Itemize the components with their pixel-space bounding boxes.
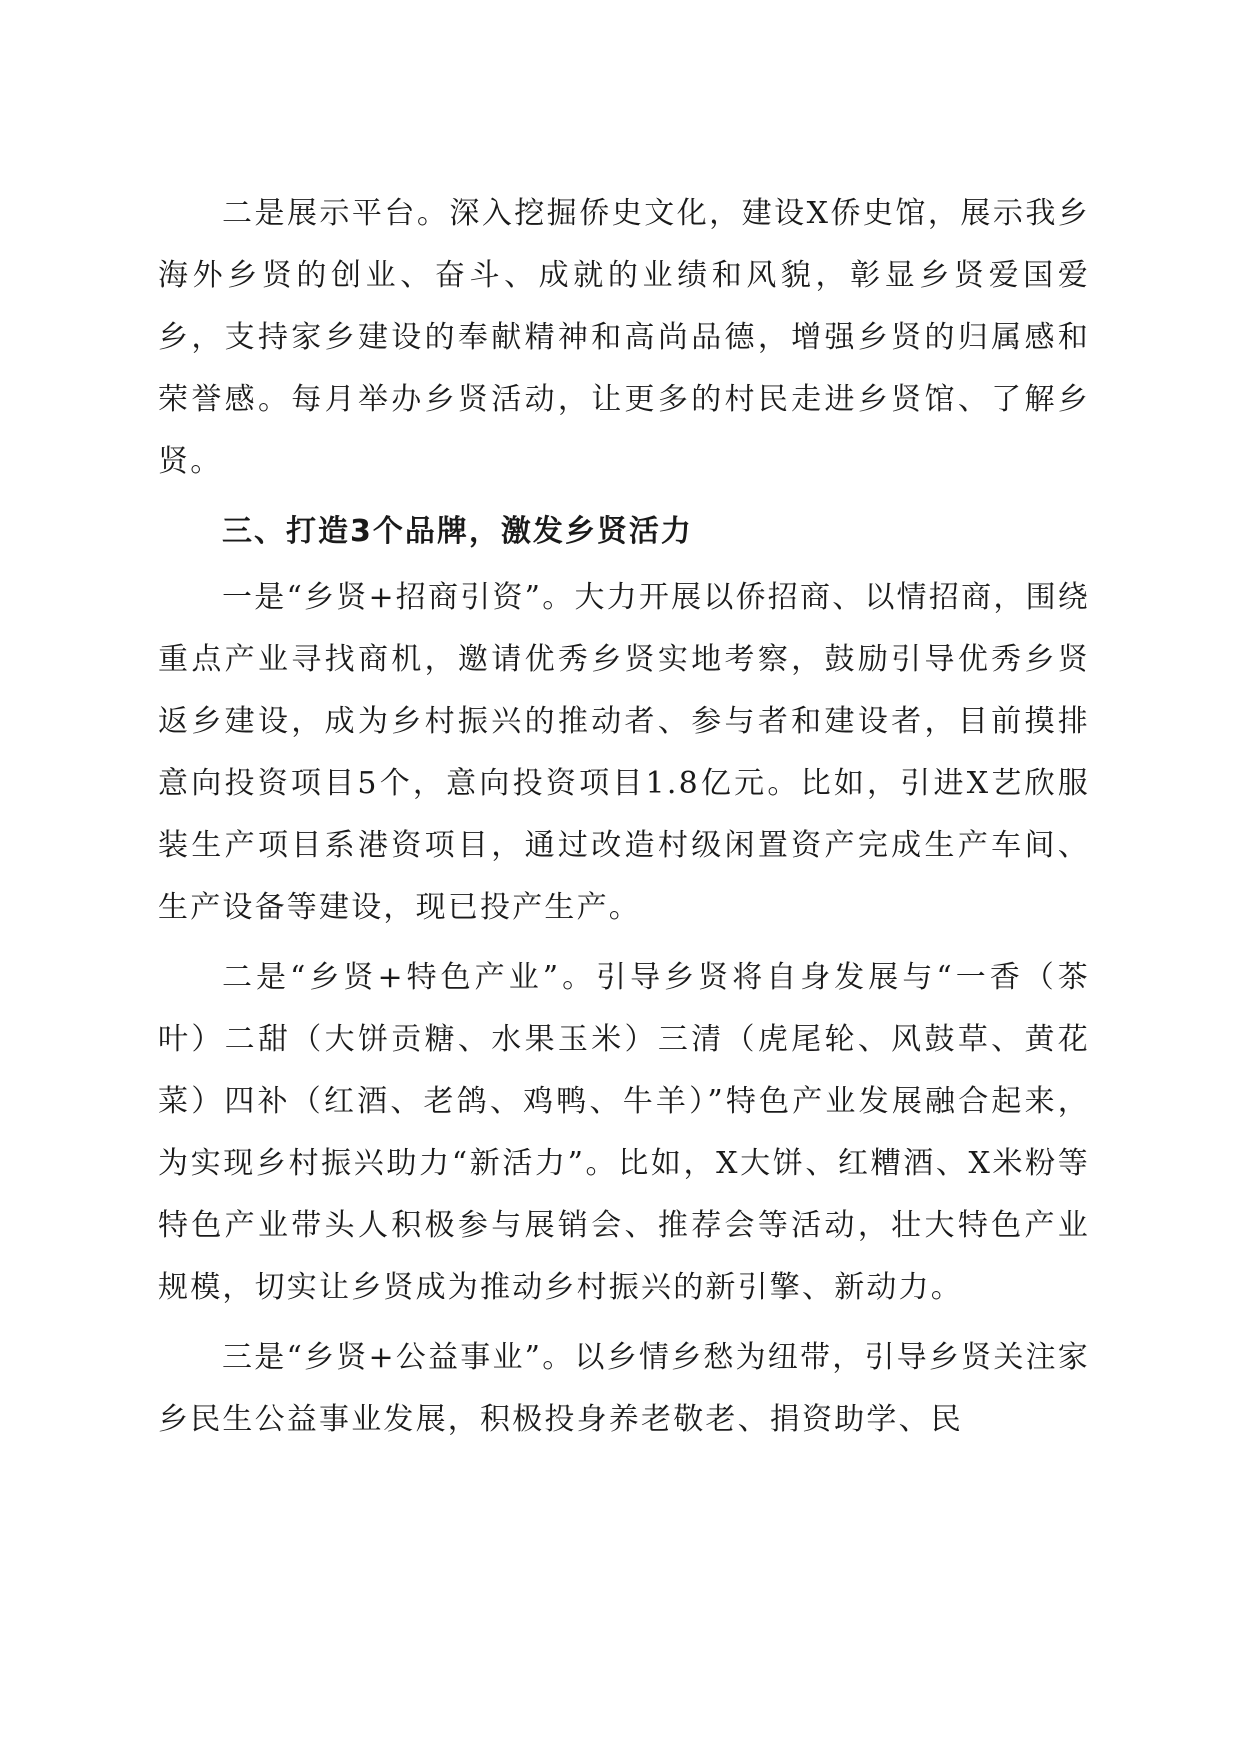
- section-heading-three-brands: 三、打造3个品牌，激发乡贤活力: [222, 514, 693, 549]
- paragraph-public-welfare: 三是“乡贤+公益事业”。以乡情乡愁为纽带，引导乡贤关注家乡民生公益事业发展，积极投身养老敬老、捐资助学、民: [158, 1340, 1090, 1437]
- paragraph-featured-industry: 二是“乡贤+特色产业”。引导乡贤将自身发展与“一香（茶叶）二甜（大饼贡糖、水果玉米）三清（虎尾轮、风鼓草、黄花菜）四补（红酒、老鸽、鸡鸭、牛羊）”特色产业发展融合起来，为实现乡村振兴助力“新活力”。比如，X大饼、红糟酒、X米粉等特色产业带头人积极参与展销会、推荐会等活动，壮大特色产业规模，切实让乡贤成为推动乡村振兴的新引擎、新动力。: [158, 960, 1090, 1305]
- paragraph-display-platform: 二是展示平台。深入挖掘侨史文化，建设X侨史馆，展示我乡海外乡贤的创业、奋斗、成就的业绩和风貌，彰显乡贤爱国爱乡，支持家乡建设的奉献精神和高尚品德，增强乡贤的归属感和荣誉感。每月举办乡贤活动，让更多的村民走进乡贤馆、了解乡贤。: [158, 196, 1090, 479]
- paragraph-investment: 一是“乡贤+招商引资”。大力开展以侨招商、以情招商，围绕重点产业寻找商机，邀请优秀乡贤实地考察，鼓励引导优秀乡贤返乡建设，成为乡村振兴的推动者、参与者和建设者，目前摸排意向投资项目5个，意向投资项目1.8亿元。比如，引进X艺欣服装生产项目系港资项目，通过改造村级闲置资产完成生产车间、生产设备等建设，现已投产生产。: [158, 580, 1090, 925]
